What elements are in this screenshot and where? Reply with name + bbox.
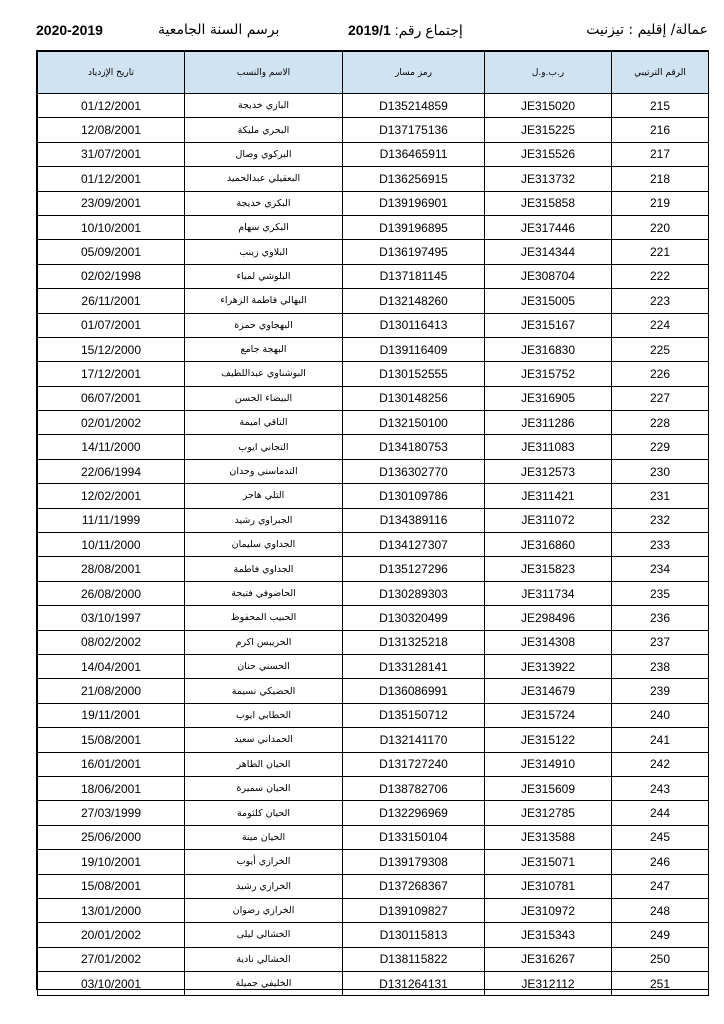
cell-massar-code: D130115813 xyxy=(343,923,485,947)
cell-serial-number: 247 xyxy=(612,874,709,898)
cell-rbwl: JE308704 xyxy=(485,264,612,288)
cell-birthdate: 19/10/2001 xyxy=(38,850,185,874)
cell-name: الحمداني سعيد xyxy=(185,728,343,752)
cell-massar-code: D131264131 xyxy=(343,972,485,996)
table-row xyxy=(38,923,709,947)
cell-massar-code: D130109786 xyxy=(343,484,485,508)
cell-massar-code: D139179308 xyxy=(343,850,485,874)
cell-serial-number: 215 xyxy=(612,94,709,118)
table-row xyxy=(38,142,709,166)
cell-rbwl: JE310781 xyxy=(485,874,612,898)
table-row xyxy=(38,581,709,605)
cell-birthdate: 12/02/2001 xyxy=(38,484,185,508)
table-row xyxy=(38,630,709,654)
cell-name: الخرازي رشيد xyxy=(185,874,343,898)
cell-rbwl: JE314308 xyxy=(485,630,612,654)
table-row xyxy=(38,825,709,849)
table-row xyxy=(38,606,709,630)
cell-birthdate: 23/09/2001 xyxy=(38,191,185,215)
cell-massar-code: D136086991 xyxy=(343,679,485,703)
table-row xyxy=(38,289,709,313)
table-row xyxy=(38,972,709,996)
table-row xyxy=(38,484,709,508)
cell-name: التاقي اميمة xyxy=(185,411,343,435)
cell-massar-code: D132148260 xyxy=(343,289,485,313)
cell-name: البهجاوي حمزة xyxy=(185,313,343,337)
cell-massar-code: D138782706 xyxy=(343,776,485,800)
cell-name: الحطابي ايوب xyxy=(185,703,343,727)
cell-massar-code: D138115822 xyxy=(343,947,485,971)
cell-serial-number: 248 xyxy=(612,898,709,922)
table-row xyxy=(38,679,709,703)
table-row xyxy=(38,947,709,971)
cell-birthdate: 27/01/2002 xyxy=(38,947,185,971)
table-row xyxy=(38,776,709,800)
cell-serial-number: 245 xyxy=(612,825,709,849)
cell-serial-number: 221 xyxy=(612,240,709,264)
table-row xyxy=(38,118,709,142)
cell-birthdate: 13/01/2000 xyxy=(38,898,185,922)
document-header xyxy=(36,18,708,44)
cell-serial-number: 218 xyxy=(612,167,709,191)
table-row xyxy=(38,313,709,337)
cell-rbwl: JE315752 xyxy=(485,362,612,386)
cell-rbwl: JE315020 xyxy=(485,94,612,118)
cell-rbwl: JE316830 xyxy=(485,337,612,361)
students-table xyxy=(37,51,709,996)
cell-name: الخليفي جميلة xyxy=(185,972,343,996)
cell-birthdate: 10/11/2000 xyxy=(38,533,185,557)
cell-massar-code: D132141170 xyxy=(343,728,485,752)
cell-birthdate: 16/01/2001 xyxy=(38,752,185,776)
table-row xyxy=(38,435,709,459)
cell-birthdate: 31/07/2001 xyxy=(38,142,185,166)
table-row xyxy=(38,752,709,776)
cell-massar-code: D133150104 xyxy=(343,825,485,849)
cell-serial-number: 251 xyxy=(612,972,709,996)
cell-birthdate: 12/08/2001 xyxy=(38,118,185,142)
cell-birthdate: 02/02/1998 xyxy=(38,264,185,288)
cell-massar-code: D137175136 xyxy=(343,118,485,142)
cell-serial-number: 225 xyxy=(612,337,709,361)
cell-massar-code: D139196901 xyxy=(343,191,485,215)
cell-name: الحاضوفي فتيحة xyxy=(185,581,343,605)
cell-name: الحسني حنان xyxy=(185,654,343,678)
cell-rbwl: JE316267 xyxy=(485,947,612,971)
cell-rbwl: JE312573 xyxy=(485,459,612,483)
cell-massar-code: D139196895 xyxy=(343,215,485,239)
cell-serial-number: 220 xyxy=(612,215,709,239)
cell-name: البهالي فاطمة الزهراء xyxy=(185,289,343,313)
table-row xyxy=(38,533,709,557)
cell-massar-code: D136302770 xyxy=(343,459,485,483)
cell-serial-number: 230 xyxy=(612,459,709,483)
cell-name: البكري سهام xyxy=(185,215,343,239)
cell-massar-code: D130320499 xyxy=(343,606,485,630)
cell-massar-code: D135150712 xyxy=(343,703,485,727)
cell-rbwl: JE317446 xyxy=(485,215,612,239)
academic-year: 2020-2019 xyxy=(36,22,103,38)
cell-serial-number: 236 xyxy=(612,606,709,630)
cell-rbwl: JE314344 xyxy=(485,240,612,264)
cell-massar-code: D132296969 xyxy=(343,801,485,825)
cell-name: البكري خديجة xyxy=(185,191,343,215)
table-row xyxy=(38,874,709,898)
cell-serial-number: 234 xyxy=(612,557,709,581)
cell-serial-number: 228 xyxy=(612,411,709,435)
column-header-birthdate: تاريخ الإزدياد xyxy=(38,52,185,94)
table-row xyxy=(38,264,709,288)
cell-name: الخشالي نادية xyxy=(185,947,343,971)
cell-rbwl: JE315225 xyxy=(485,118,612,142)
cell-serial-number: 243 xyxy=(612,776,709,800)
cell-rbwl: JE314679 xyxy=(485,679,612,703)
cell-name: البيضاء الحسن xyxy=(185,386,343,410)
table-row xyxy=(38,167,709,191)
cell-serial-number: 222 xyxy=(612,264,709,288)
cell-rbwl: JE315167 xyxy=(485,313,612,337)
cell-massar-code: D133128141 xyxy=(343,654,485,678)
cell-serial-number: 216 xyxy=(612,118,709,142)
cell-birthdate: 21/08/2000 xyxy=(38,679,185,703)
cell-name: التجاني ايوب xyxy=(185,435,343,459)
cell-rbwl: JE315005 xyxy=(485,289,612,313)
table-row xyxy=(38,850,709,874)
cell-rbwl: JE311072 xyxy=(485,508,612,532)
cell-massar-code: D130289303 xyxy=(343,581,485,605)
table-frame xyxy=(36,50,709,990)
table-header-row xyxy=(38,52,709,94)
cell-name: الحبيب المحفوظ xyxy=(185,606,343,630)
cell-name: الحيان الطاهر xyxy=(185,752,343,776)
cell-rbwl: JE315343 xyxy=(485,923,612,947)
column-header-name: الاسم والنسب xyxy=(185,52,343,94)
cell-serial-number: 238 xyxy=(612,654,709,678)
cell-name: البازي خديجة xyxy=(185,94,343,118)
cell-serial-number: 224 xyxy=(612,313,709,337)
meeting-label: إجتماع رقم: xyxy=(394,22,463,38)
cell-serial-number: 232 xyxy=(612,508,709,532)
cell-serial-number: 235 xyxy=(612,581,709,605)
cell-name: البحري مليكة xyxy=(185,118,343,142)
cell-birthdate: 25/06/2000 xyxy=(38,825,185,849)
cell-massar-code: D136256915 xyxy=(343,167,485,191)
cell-name: البركوي وصال xyxy=(185,142,343,166)
cell-serial-number: 246 xyxy=(612,850,709,874)
cell-rbwl: JE315071 xyxy=(485,850,612,874)
cell-birthdate: 26/08/2000 xyxy=(38,581,185,605)
cell-name: الحضيكي نسيمة xyxy=(185,679,343,703)
cell-rbwl: JE315724 xyxy=(485,703,612,727)
table-row xyxy=(38,411,709,435)
cell-birthdate: 15/12/2000 xyxy=(38,337,185,361)
cell-birthdate: 26/11/2001 xyxy=(38,289,185,313)
cell-serial-number: 244 xyxy=(612,801,709,825)
cell-name: البوشناوي عبداللطيف xyxy=(185,362,343,386)
cell-massar-code: D131727240 xyxy=(343,752,485,776)
cell-rbwl: JE315858 xyxy=(485,191,612,215)
cell-name: البعقيلي عبدالحميد xyxy=(185,167,343,191)
cell-rbwl: JE311286 xyxy=(485,411,612,435)
cell-rbwl: JE298496 xyxy=(485,606,612,630)
cell-massar-code: D136465911 xyxy=(343,142,485,166)
cell-name: البلوشي لمياء xyxy=(185,264,343,288)
cell-birthdate: 14/04/2001 xyxy=(38,654,185,678)
table-row xyxy=(38,362,709,386)
table-row xyxy=(38,557,709,581)
cell-name: التدماسني وجدان xyxy=(185,459,343,483)
cell-serial-number: 239 xyxy=(612,679,709,703)
cell-name: الخرازي رضوان xyxy=(185,898,343,922)
table-row xyxy=(38,191,709,215)
column-header-serial-number: الرقم الترتيبي xyxy=(612,52,709,94)
cell-rbwl: JE316860 xyxy=(485,533,612,557)
academic-year-label: برسم السنة الجامعية xyxy=(158,22,280,38)
cell-name: الجبراوي رشيد xyxy=(185,508,343,532)
table-row xyxy=(38,728,709,752)
cell-massar-code: D139116409 xyxy=(343,337,485,361)
cell-rbwl: JE310972 xyxy=(485,898,612,922)
cell-name: البلاوي زينب xyxy=(185,240,343,264)
cell-rbwl: JE316905 xyxy=(485,386,612,410)
cell-name: الحريبس اكرم xyxy=(185,630,343,654)
table-row xyxy=(38,898,709,922)
cell-serial-number: 231 xyxy=(612,484,709,508)
cell-massar-code: D137181145 xyxy=(343,264,485,288)
cell-massar-code: D131325218 xyxy=(343,630,485,654)
cell-serial-number: 237 xyxy=(612,630,709,654)
cell-massar-code: D135127296 xyxy=(343,557,485,581)
cell-serial-number: 249 xyxy=(612,923,709,947)
cell-birthdate: 28/08/2001 xyxy=(38,557,185,581)
cell-massar-code: D134180753 xyxy=(343,435,485,459)
table-row xyxy=(38,703,709,727)
cell-massar-code: D135214859 xyxy=(343,94,485,118)
cell-birthdate: 03/10/2001 xyxy=(38,972,185,996)
cell-name: الحيان مينة xyxy=(185,825,343,849)
table-row xyxy=(38,240,709,264)
cell-serial-number: 250 xyxy=(612,947,709,971)
cell-rbwl: JE313922 xyxy=(485,654,612,678)
cell-birthdate: 19/11/2001 xyxy=(38,703,185,727)
cell-name: الخرازي أيوب xyxy=(185,850,343,874)
cell-birthdate: 11/11/1999 xyxy=(38,508,185,532)
cell-birthdate: 01/07/2001 xyxy=(38,313,185,337)
table-body xyxy=(38,94,709,996)
cell-massar-code: D134389116 xyxy=(343,508,485,532)
cell-name: البهجة جامع xyxy=(185,337,343,361)
table-row xyxy=(38,94,709,118)
meeting-info xyxy=(348,22,463,39)
cell-birthdate: 17/12/2001 xyxy=(38,362,185,386)
cell-birthdate: 18/06/2001 xyxy=(38,776,185,800)
cell-birthdate: 10/10/2001 xyxy=(38,215,185,239)
cell-birthdate: 27/03/1999 xyxy=(38,801,185,825)
cell-birthdate: 05/09/2001 xyxy=(38,240,185,264)
cell-name: الجداوي فاطمة xyxy=(185,557,343,581)
cell-massar-code: D136197495 xyxy=(343,240,485,264)
cell-massar-code: D130148256 xyxy=(343,386,485,410)
column-header-rbwl: ر.ب.و.ل xyxy=(485,52,612,94)
cell-serial-number: 217 xyxy=(612,142,709,166)
cell-name: التلي هاجر xyxy=(185,484,343,508)
meeting-number: 2019/1 xyxy=(348,22,391,38)
cell-rbwl: JE312785 xyxy=(485,801,612,825)
cell-serial-number: 233 xyxy=(612,533,709,557)
table-row xyxy=(38,215,709,239)
cell-serial-number: 241 xyxy=(612,728,709,752)
cell-birthdate: 03/10/1997 xyxy=(38,606,185,630)
cell-birthdate: 06/07/2001 xyxy=(38,386,185,410)
cell-massar-code: D130152555 xyxy=(343,362,485,386)
cell-massar-code: D134127307 xyxy=(343,533,485,557)
cell-rbwl: JE315122 xyxy=(485,728,612,752)
cell-massar-code: D139109827 xyxy=(343,898,485,922)
cell-birthdate: 01/12/2001 xyxy=(38,167,185,191)
cell-serial-number: 240 xyxy=(612,703,709,727)
cell-rbwl: JE315823 xyxy=(485,557,612,581)
cell-birthdate: 14/11/2000 xyxy=(38,435,185,459)
cell-name: الحيان كلثومة xyxy=(185,801,343,825)
cell-serial-number: 227 xyxy=(612,386,709,410)
cell-birthdate: 01/12/2001 xyxy=(38,94,185,118)
cell-serial-number: 226 xyxy=(612,362,709,386)
table-row xyxy=(38,801,709,825)
cell-birthdate: 15/08/2001 xyxy=(38,728,185,752)
cell-birthdate: 20/01/2002 xyxy=(38,923,185,947)
cell-massar-code: D132150100 xyxy=(343,411,485,435)
table-row xyxy=(38,459,709,483)
region-label: عمالة/ إقليم : تيزنيت xyxy=(586,22,708,38)
cell-name: الجداوي سليمان xyxy=(185,533,343,557)
cell-rbwl: JE314910 xyxy=(485,752,612,776)
cell-massar-code: D137268367 xyxy=(343,874,485,898)
cell-rbwl: JE313732 xyxy=(485,167,612,191)
table-row xyxy=(38,337,709,361)
cell-birthdate: 15/08/2001 xyxy=(38,874,185,898)
cell-birthdate: 08/02/2002 xyxy=(38,630,185,654)
cell-massar-code: D130116413 xyxy=(343,313,485,337)
cell-birthdate: 02/01/2002 xyxy=(38,411,185,435)
cell-rbwl: JE315526 xyxy=(485,142,612,166)
cell-serial-number: 229 xyxy=(612,435,709,459)
cell-rbwl: JE315609 xyxy=(485,776,612,800)
cell-serial-number: 223 xyxy=(612,289,709,313)
cell-birthdate: 22/06/1994 xyxy=(38,459,185,483)
cell-rbwl: JE311421 xyxy=(485,484,612,508)
cell-rbwl: JE311083 xyxy=(485,435,612,459)
cell-rbwl: JE313588 xyxy=(485,825,612,849)
cell-serial-number: 242 xyxy=(612,752,709,776)
table-row xyxy=(38,386,709,410)
column-header-massar-code: رمز مسار xyxy=(343,52,485,94)
cell-rbwl: JE312112 xyxy=(485,972,612,996)
cell-name: الحيان سميرة xyxy=(185,776,343,800)
table-row xyxy=(38,654,709,678)
table-row xyxy=(38,508,709,532)
cell-serial-number: 219 xyxy=(612,191,709,215)
cell-rbwl: JE311734 xyxy=(485,581,612,605)
cell-name: الخشالي ليلى xyxy=(185,923,343,947)
